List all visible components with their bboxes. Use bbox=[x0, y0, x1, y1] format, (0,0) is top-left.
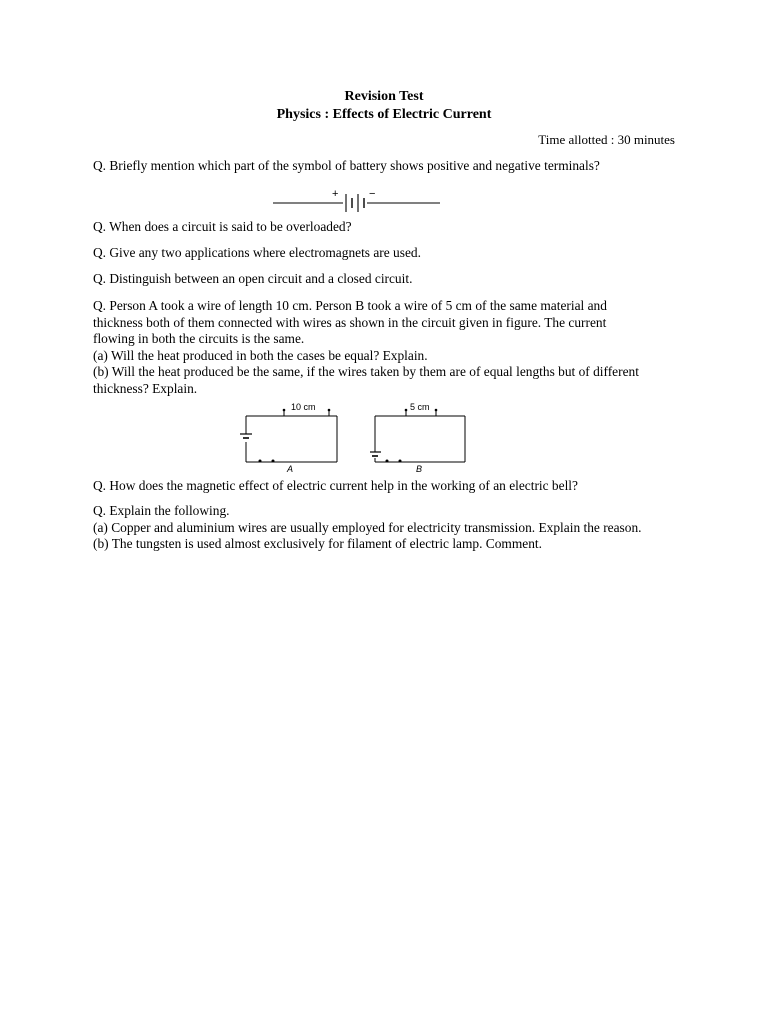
circuit-b bbox=[370, 402, 465, 474]
battery-plus-label: + bbox=[332, 188, 339, 200]
battery-symbol-figure bbox=[270, 186, 445, 214]
question-line: (b) Will the heat produced be the same, if the wires taken by them are of equal lengths but of different bbox=[93, 364, 639, 380]
question-4 bbox=[93, 271, 678, 288]
question-line: Q. Give any two applications where electromagnets are used. bbox=[93, 245, 421, 260]
circuits-figure bbox=[236, 398, 476, 478]
question-line: Q. How does the magnetic effect of electric current help in the working of an electric bell? bbox=[93, 478, 578, 493]
question-7 bbox=[93, 503, 678, 553]
question-line: (b) The tungsten is used almost exclusively for filament of electric lamp. Comment. bbox=[93, 536, 542, 552]
circuit-b-wire-label: 5 cm bbox=[410, 402, 430, 412]
question-line: thickness? Explain. bbox=[93, 380, 198, 396]
page-subtitle: Physics : Effects of Electric Current bbox=[276, 107, 492, 122]
question-line: (a) Copper and aluminium wires are usually employed for electricity transmission. Explain the reason. bbox=[93, 519, 642, 535]
circuit-a-label: A bbox=[287, 464, 294, 474]
time-allotted: Time allotted : 30 minutes bbox=[538, 132, 675, 147]
question-line: Q. Person A took a wire of length 10 cm. Person B took a wire of 5 cm of the same material and bbox=[93, 298, 607, 313]
question-2 bbox=[93, 219, 678, 236]
question-line: (a) Will the heat produced in both the cases be equal? Explain. bbox=[93, 347, 428, 363]
page-title: Revision Test bbox=[344, 89, 424, 104]
question-line: thickness both of them connected with wires as shown in the circuit given in figure. The current bbox=[93, 314, 607, 330]
battery-minus-label: − bbox=[369, 188, 376, 200]
question-5 bbox=[93, 298, 678, 398]
question-3 bbox=[93, 245, 678, 262]
question-line: Q. Distinguish between an open circuit and a closed circuit. bbox=[93, 271, 413, 286]
question-line: Q. Explain the following. bbox=[93, 503, 230, 518]
question-line: flowing in both the circuits is the same. bbox=[93, 331, 305, 347]
question-6 bbox=[93, 478, 678, 495]
circuit-a bbox=[240, 402, 337, 474]
circuit-a-wire-label: 10 cm bbox=[291, 402, 316, 412]
question-line: Q. Briefly mention which part of the symbol of battery shows positive and negative terminals? bbox=[93, 158, 600, 173]
circuit-b-label: B bbox=[416, 464, 423, 474]
question-line: Q. When does a circuit is said to be overloaded? bbox=[93, 219, 352, 234]
question-1 bbox=[93, 158, 678, 175]
